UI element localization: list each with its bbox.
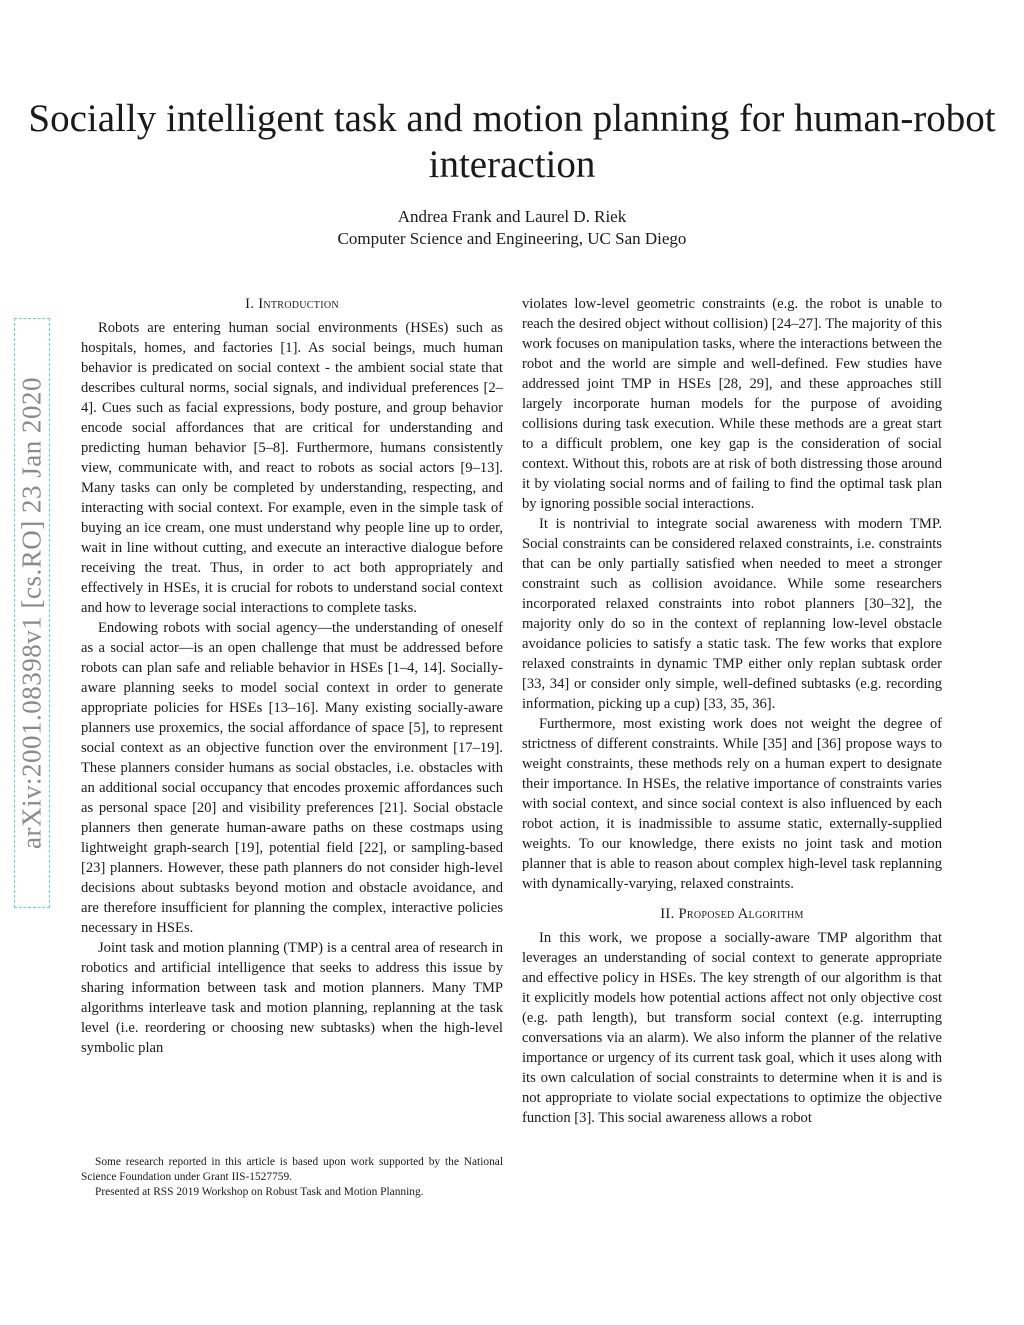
paragraph: It is nontrivial to integrate social awareness with modern TMP. Social constraints can be considered relaxed constraints, i.e. constraints that can be only partially satisfied when needed to meet a stronger constraint such as collision avoidance. While some researchers incorporated relaxed constraints into robot planners [30–32], the majority only do so in the context of replanning low-level obstacle avoidance policies to satisfy a static task. The few works that explore relaxed constraints in dynamic TMP either only replan subtask order [33, 34] or consider only simple, well-defined subtasks (e.g. recording information, picking up a cup) [33, 35, 36]. bbox=[522, 516, 942, 712]
paragraph: Furthermore, most existing work does not weight the degree of strictness of different constraints. While [35] and [36] propose ways to weight constraints, these methods rely on a human expert to designate their importance. In HSEs, the relative importance of constraints varies with social context, and since social context is also influenced by each robot action, it is inadmissible to assume static, externally-supplied weights. To our knowledge, there exists no joint task and motion planner that is able to reason about complex high-level task replanning with dynamically-varying, relaxed constraints. bbox=[522, 716, 942, 892]
left-column bbox=[81, 294, 503, 1058]
section-number: I. bbox=[245, 296, 255, 312]
footnote-venue: Presented at RSS 2019 Workshop on Robust Task and Motion Planning. bbox=[95, 1186, 424, 1198]
footnote-funding: Some research reported in this article is based upon work supported by the National Science Foundation under Grant IIS-1527759. bbox=[81, 1156, 503, 1183]
section-title: Introduction bbox=[258, 296, 339, 312]
section-number: II. bbox=[660, 906, 675, 922]
paragraph: In this work, we propose a socially-aware TMP algorithm that leverages an understanding of social context to generate appropriate and effective policy in HSEs. The key strength of our algorithm is that it explicitly models how potential actions affect not only objective cost (e.g. path length), but transform social context (e.g. interrupting conversations via an alarm). We also inform the planner of the relative importance or urgency of its current task goal, which it uses along with its own calculation of social constraints to determine when it is and is not appropriate to violate social expectations to optimize the objective function [3]. This social awareness allows a robot bbox=[522, 930, 942, 1126]
section-heading-introduction bbox=[81, 294, 503, 314]
section-heading-proposed-algorithm bbox=[522, 904, 942, 924]
affiliation: Computer Science and Engineering, UC San Diego bbox=[337, 229, 687, 248]
section-title: Proposed Algorithm bbox=[678, 906, 804, 922]
paragraph: Robots are entering human social environments (HSEs) such as hospitals, homes, and factories [1]. As social beings, much human behavior is predicated on social context - the ambient social state that describes cultural norms, social signals, and individual preferences [2–4]. Cues such as facial expressions, body posture, and group behavior encode social affordances that are critical for understanding and predicting human behavior [5–8]. Furthermore, humans consistently view, communicate with, and react to robots as social actors [9–13]. Many tasks can only be completed by understanding, respecting, and interacting with social context. For example, even in the simple task of buying an ice cream, one must understand why people line up to order, wait in line without cutting, and execute an interactive dialogue before receiving the treat. Thus, in order to act both appropriately and effectively in HSEs, it is crucial for robots to understand social context and how to leverage social interactions to complete tasks. bbox=[81, 320, 503, 616]
paragraph: Endowing robots with social agency—the understanding of oneself as a social actor—is an open challenge that must be addressed before robots can plan safe and reliable behavior in HSEs [1–4, 14]. Socially-aware planning seeks to model social context in order to generate appropriate policies for HSEs [13–16]. Many existing socially-aware planners use proxemics, the social affordance of space [5], to represent social context as an objective function over the environment [17–19]. These planners consider humans as social obstacles, i.e. obstacles with an additional social occupancy that encodes proxemic affordances such as personal space [20] and visibility preferences [21]. Social obstacle planners then generate human-aware paths on these costmaps using lightweight graph-search [19], potential field [22], or sampling-based [23] planners. However, these path planners do not consider high-level decisions about subtasks beyond motion and obstacle avoidance, and are therefore insufficient for planning the complex, interactive policies necessary in HSEs. bbox=[81, 620, 503, 936]
paper-title: Socially intelligent task and motion planning for human-robot interaction bbox=[28, 97, 996, 186]
paragraph: violates low-level geometric constraints (e.g. the robot is unable to reach the desired object without collision) [24–27]. The majority of this work focuses on manipulation tasks, where the interactions between the robot and the world are simple and well-defined. Few studies have addressed joint TMP in HSEs [28, 29], and these approaches still largely incorporate human models for the purpose of avoiding collisions during task execution. While these methods are a great start to a difficult problem, one key gap is the consideration of social context. Without this, robots are at risk of both distressing those around it by violating social norms and of failing to find the optimal task plan by ignoring possible social interactions. bbox=[522, 296, 942, 512]
authors: Andrea Frank and Laurel D. Riek bbox=[397, 207, 627, 226]
right-column bbox=[522, 294, 942, 1128]
arxiv-stamp[interactable]: arXiv:2001.08398v1 [cs.RO] 23 Jan 2020 bbox=[16, 377, 47, 849]
footnotes bbox=[81, 1155, 503, 1200]
author-block bbox=[0, 206, 1024, 250]
paragraph: Joint task and motion planning (TMP) is a central area of research in robotics and artificial intelligence that seeks to address this issue by sharing information between task and motion planners. Many TMP algorithms interleave task and motion planning, replanning at the task level (i.e. reordering or choosing new subtasks) when the high-level symbolic plan bbox=[81, 940, 503, 1056]
